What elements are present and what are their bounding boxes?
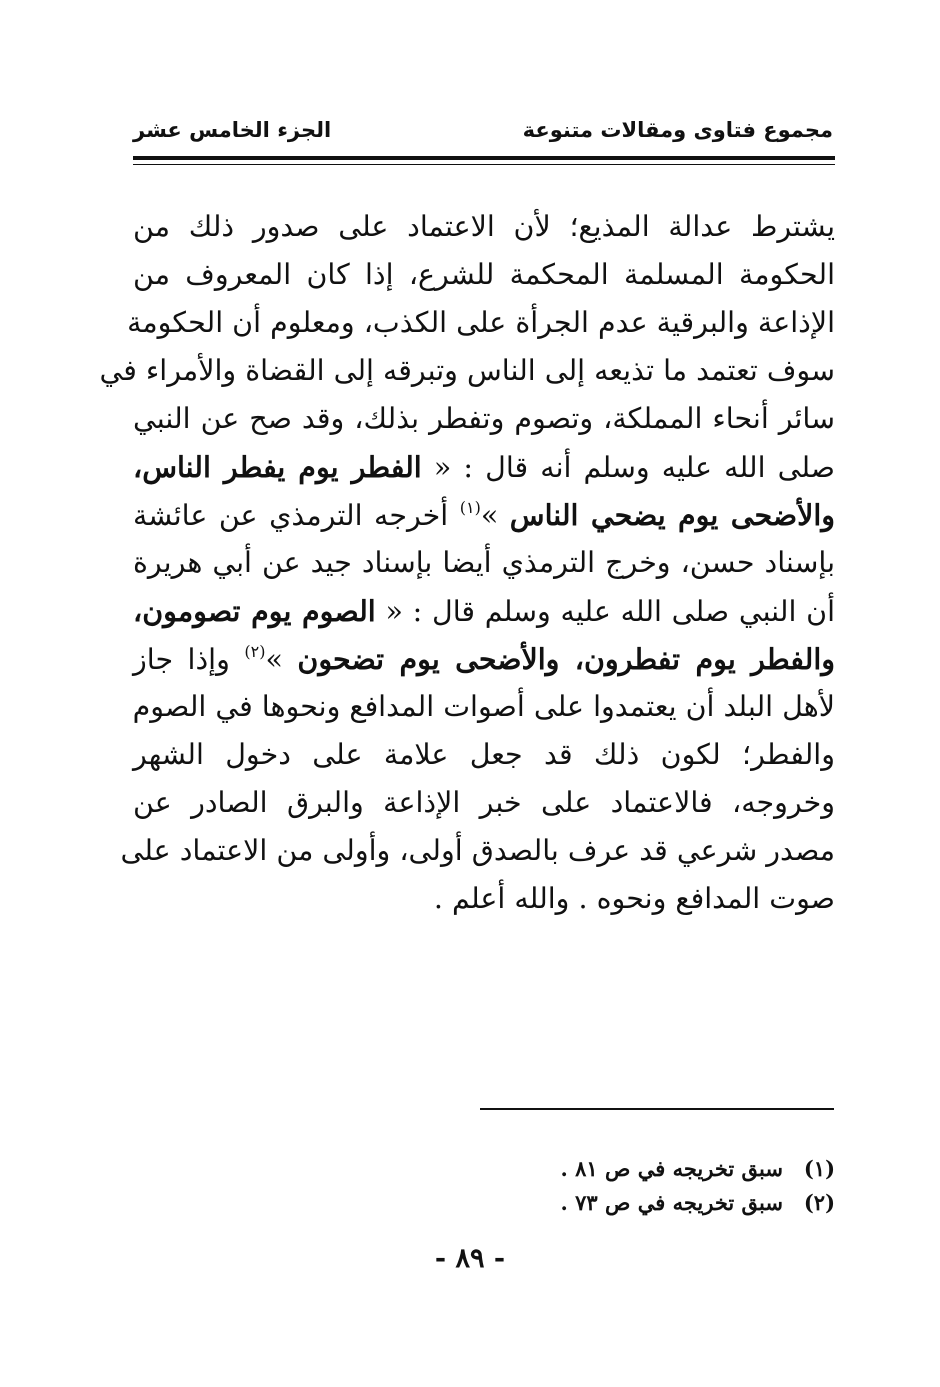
text-line-hadith-end [133, 635, 835, 683]
text-line: سوف تعتمد ما تذيعه إلى الناس وتبرقه إلى القضاة والأمراء في [99, 354, 835, 387]
text-line-hadith-start [133, 443, 835, 491]
text-line: مصدر شرعي قد عرف بالصدق أولى، وأولى من الاعتماد على [120, 834, 835, 867]
line-text: أن النبي صلى الله عليه وسلم قال : [402, 595, 835, 628]
text-line: سائر أنحاء المملكة، وتصوم وتفطر بذلك، وقد صح عن النبي [133, 402, 835, 435]
opening-quote: « [421, 451, 452, 484]
footnote-item [133, 1186, 835, 1220]
text-line-hadith-start [133, 587, 835, 635]
footnote-ref[interactable]: (١) [459, 498, 481, 517]
text-line-hadith-end [133, 491, 835, 539]
book-title: مجموع فتاوى ومقالات متنوعة [522, 118, 833, 142]
opening-quote: « [375, 595, 403, 628]
footnote-number: (٢) [803, 1190, 835, 1215]
header-rule-thick [133, 156, 835, 160]
running-header [133, 112, 833, 152]
line-text: وإذا جاز [133, 643, 245, 676]
hadith-text: والفطر يوم تفطرون، والأضحى يوم تضحون [297, 642, 835, 676]
main-text [99, 203, 836, 923]
hadith-text: الفطر يوم يفطر الناس، [133, 450, 422, 484]
text-line: الإذاعة والبرقية عدم الجرأة على الكذب، ومعلوم أن الحكومة [127, 306, 835, 339]
text-line: والفطر؛ لكون ذلك قد جعل علامة على دخول الشهر [133, 738, 835, 771]
text-line: بإسناد حسن، وخرج الترمذي أيضا بإسناد جيد عن أبي هريرة [133, 546, 835, 579]
footnote-text: سبق تخريجه في ص ٧٣ . [560, 1190, 783, 1215]
hadith-text: الصوم يوم تصومون، [133, 594, 376, 628]
text-line: يشترط عدالة المذيع؛ لأن الاعتماد على صدور ذلك من [133, 210, 835, 243]
footnote-ref[interactable]: (٢) [244, 642, 266, 661]
volume-label: الجزء الخامس عشر [133, 118, 332, 142]
line-text: أخرجه الترمذي عن عائشة [133, 499, 460, 532]
footnote-separator [480, 1108, 834, 1110]
text-line: وخروجه، فالاعتماد على خبر الإذاعة والبرق الصادر عن [133, 786, 835, 819]
closing-quote: » [265, 643, 298, 676]
footnote-text: سبق تخريجه في ص ٨١ . [560, 1156, 783, 1181]
footnote-number: (١) [803, 1156, 835, 1181]
text-line: لأهل البلد أن يعتمدوا على أصوات المدافع ونحوها في الصوم [132, 690, 835, 723]
line-text: صلى الله عليه وسلم أنه قال : [451, 451, 835, 484]
page-number: - ٨٩ - [434, 1243, 506, 1274]
hadith-text: والأضحى يوم يضحي الناس [509, 498, 836, 532]
closing-quote: » [480, 499, 510, 532]
text-line: الحكومة المسلمة المحكمة للشرع، إذا كان المعروف من [133, 258, 835, 291]
footnote-item [133, 1152, 835, 1186]
header-rule-thin [133, 164, 835, 165]
footnotes [133, 1152, 835, 1220]
text-line: صوت المدافع ونحوه . والله أعلم . [433, 882, 835, 915]
